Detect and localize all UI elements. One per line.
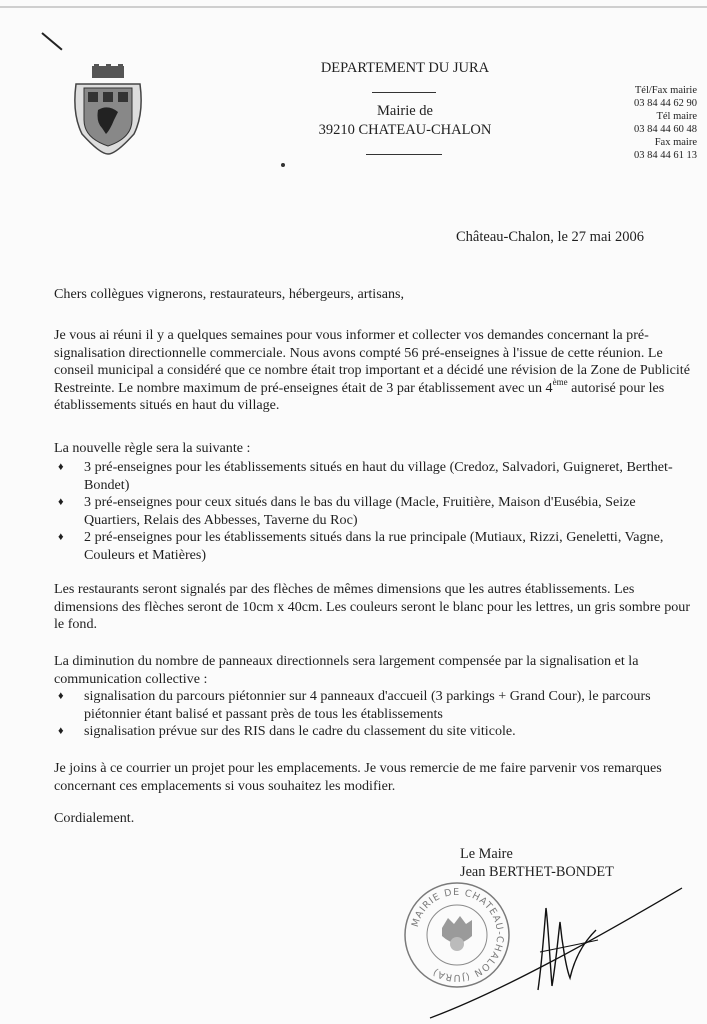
dateline: Château-Chalon, le 27 mai 2006 [456, 229, 645, 245]
page-top-edge [0, 6, 707, 8]
mairie-label: Mairie de [377, 103, 433, 119]
contact-label-telfax: Tél/Fax mairie [634, 85, 697, 96]
rule-item-text: 2 pré-enseignes pour les établissements situés dans la rue principale (Mutiaux, Rizzi, Geneletti, Vagne, Couleurs et Matières) [84, 529, 664, 563]
bullet-icon: ♦ [58, 690, 64, 702]
rules-intro: La nouvelle règle sera la suivante : [54, 440, 251, 456]
contact-block [557, 84, 697, 162]
list-item [54, 529, 694, 564]
list-item [54, 459, 694, 494]
paragraph-intro [54, 327, 704, 415]
ink-dot [281, 163, 285, 167]
paragraph-intro-main: Je vous ai réuni il y a quelques semaines pour vous informer et collecter vos demandes concernant la pré-signalisation directionnelle commerciale. Nous avons compté 56 pré-enseignes à l'issue de cette réunion. Le conseil municipal a considéré que ce nombre était trop important et a décidé une révision de la Zone de Publicité Restreinte. Le nombre maximum de pré-enseignes était de 3 par établissement avec un 4 [54, 327, 690, 396]
signature-block [460, 846, 614, 881]
bullet-icon: ♦ [58, 531, 64, 544]
pen-mark [41, 32, 62, 50]
list-item [54, 723, 694, 741]
handwritten-signature [420, 882, 690, 1022]
department-heading: DEPARTEMENT DU JURA [320, 60, 490, 76]
contact-fax-number: 03 84 44 61 13 [634, 150, 697, 161]
communication-item-text: signalisation du parcours piétonnier sur 4 panneaux d'accueil (3 parkings + Grand Cour), le parcours piétonnier étant balisé et passant près de tous les établissements [84, 688, 651, 722]
contact-label-tel: Tél maire [656, 111, 697, 122]
paragraph-intro-tail: autorisé pour les établissements situés en haut du village. [54, 379, 665, 414]
communication-list [54, 688, 694, 741]
bullet-icon: ♦ [58, 725, 64, 738]
list-item [54, 494, 694, 529]
header-rule-bottom [366, 154, 442, 155]
header-rule-top [372, 92, 436, 93]
contact-telfax-number: 03 84 44 62 90 [634, 98, 697, 109]
closing: Cordialement. [54, 810, 135, 826]
list-item [54, 688, 694, 723]
paragraph-restaurants: Les restaurants seront signalés par des flèches de mêmes dimensions que les autres établissements. Les dimensions des flèches seront de 10cm x 40cm. Les couleurs seront le blanc pour les lettres, un gris sombre pour le fond. [54, 581, 691, 633]
coat-of-arms-icon [70, 64, 146, 156]
paragraph-intro-superscript: ème [552, 376, 568, 387]
mairie-heading [270, 102, 540, 140]
rules-list [54, 459, 694, 565]
bullet-icon: ♦ [58, 461, 64, 473]
communication-item-text: signalisation prévue sur des RIS dans le cadre du classement du site viticole. [84, 723, 516, 740]
signatory-title: Le Maire [460, 846, 513, 862]
contact-label-fax: Fax maire [654, 137, 697, 148]
mairie-city: 39210 CHATEAU-CHALON [318, 122, 492, 138]
paragraph-attachment: Je joins à ce courrier un projet pour les emplacements. Je vous remercie de me faire parvenir vos remarques concernant ces emplacements si vous souhaitez les modifier. [54, 760, 662, 794]
rule-item-text: 3 pré-enseignes pour les établissements situés en haut du village (Credoz, Salvadori, Guigneret, Berthet-Bondet) [84, 459, 673, 493]
svg-text:MAIRIE DE CHATEAU-CHALON (JURA: MAIRIE DE CHATEAU-CHALON (JURA) [409, 886, 506, 984]
rule-item-text: 3 pré-enseignes pour ceux situés dans le bas du village (Macle, Fruitière, Maison d'Eusébia, Seize Quartiers, Relais des Abbesses, Taverne du Roc) [84, 494, 636, 528]
contact-tel-number: 03 84 44 60 48 [634, 124, 697, 135]
communication-intro: La diminution du nombre de panneaux directionnels sera largement compensée par la signalisation et la communication collective : [54, 653, 639, 687]
greeting: Chers collègues vignerons, restaurateurs, hébergeurs, artisans, [54, 286, 405, 302]
signatory-name: Jean BERTHET-BONDET [460, 863, 614, 880]
bullet-icon: ♦ [58, 496, 64, 509]
